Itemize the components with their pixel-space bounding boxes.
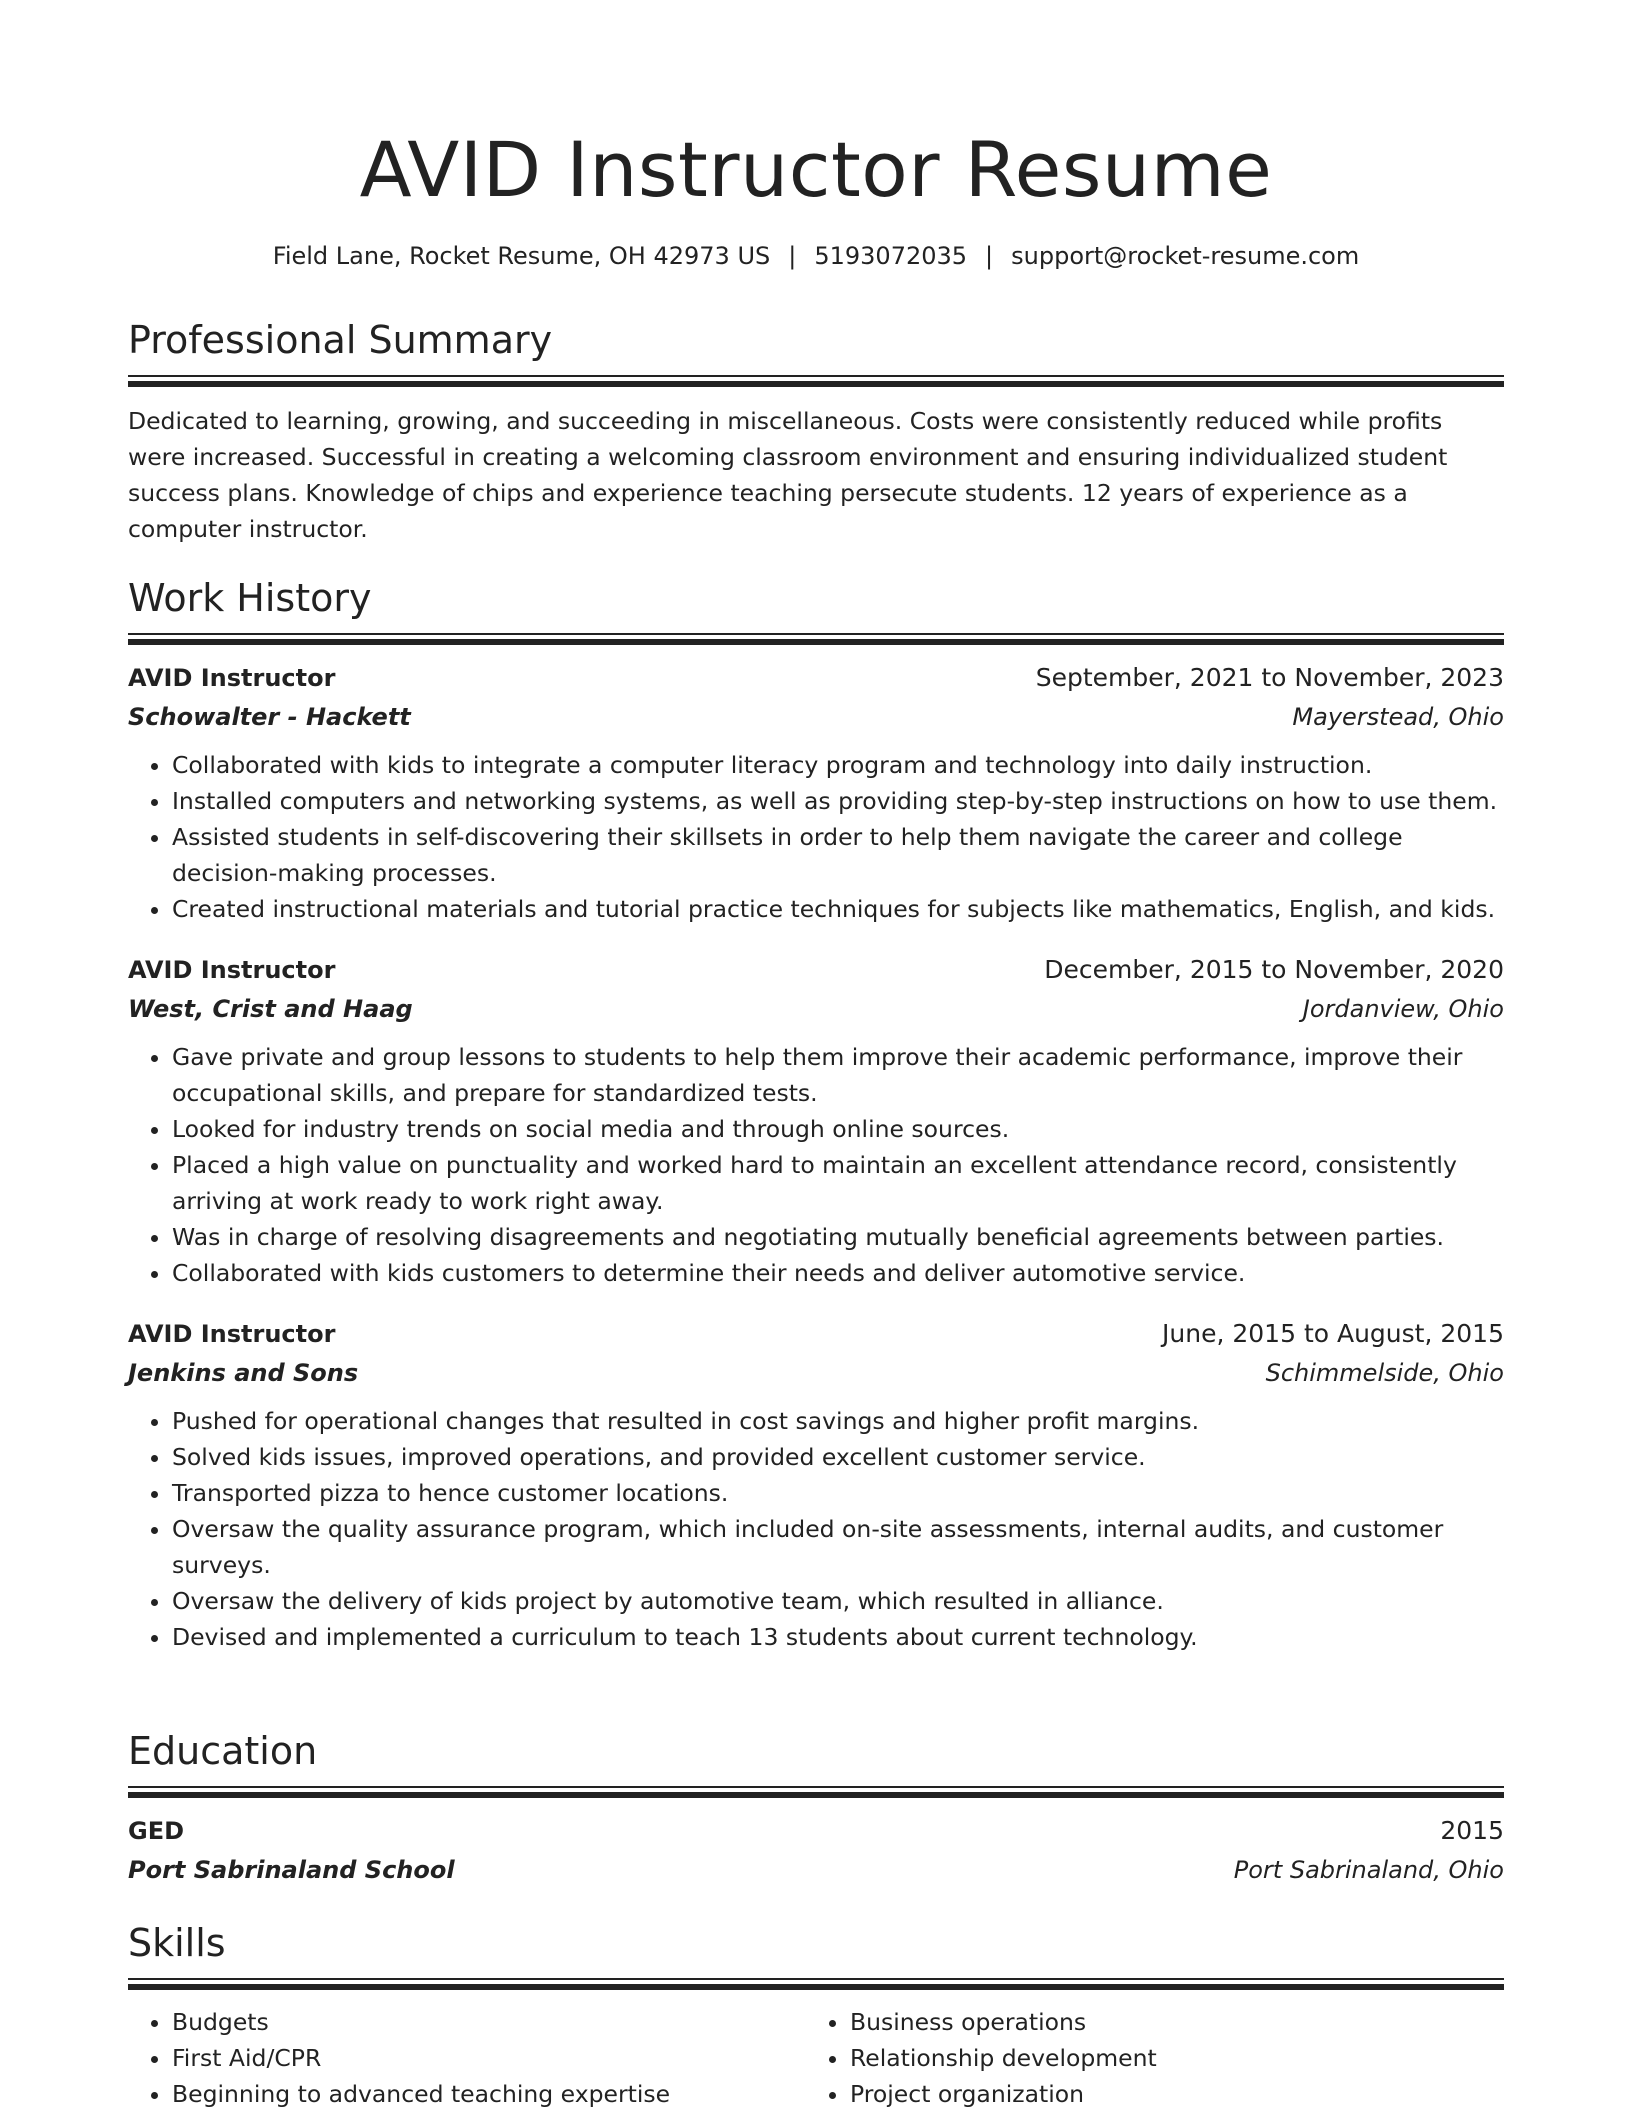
job-entry: [128, 951, 1504, 1291]
contact-separator: |: [985, 242, 994, 270]
list-item: • Gave private and group lessons to students to help them improve their academic performance, improve their occupational skills, and prepare for standardized tests.: [172, 1039, 1504, 1111]
list-item: • Oversaw the quality assurance program, which included on-site assessments, internal audits, and customer surveys.: [172, 1511, 1504, 1583]
summary-text: Dedicated to learning, growing, and succeeding in miscellaneous. Costs were consistently reduced while profits were increased. Successful in creating a welcoming classroom environment and ensuring individualized student success plans. Knowledge of chips and experience teaching persecute students. 12 years of experience as a computer instructor.: [128, 407, 1448, 543]
skill-item: • Budgets: [172, 2004, 806, 2040]
section-heading: Professional Summary: [128, 318, 553, 362]
job-location: Schimmelside, Ohio: [1265, 1359, 1504, 1387]
list-item: • Placed a high value on punctuality and worked hard to maintain an excellent attendance record, consistently arriving at work ready to work right away.: [172, 1147, 1504, 1219]
job-entry: [128, 659, 1504, 927]
section-divider: [128, 375, 1504, 387]
education-section: [128, 1726, 1504, 1890]
job-location: Mayerstead, Ohio: [1292, 703, 1504, 731]
job-title: AVID Instructor: [128, 956, 336, 984]
job-location: Jordanview, Ohio: [1302, 995, 1504, 1023]
job-dates: June, 2015 to August, 2015: [1162, 1319, 1504, 1348]
skills-column-right: [806, 2004, 1484, 2112]
skill-item: • Business operations: [850, 2004, 1484, 2040]
company-name: West, Crist and Haag: [128, 995, 413, 1023]
skills-column-left: [128, 2004, 806, 2112]
section-heading: Education: [128, 1729, 318, 1773]
contact-phone: 5193072035: [814, 242, 968, 270]
skills-section: [128, 1918, 1504, 2112]
list-item: • Solved kids issues, improved operations, and provided excellent customer service.: [172, 1439, 1504, 1475]
contact-separator: |: [788, 242, 797, 270]
company-name: Schowalter - Hackett: [128, 703, 411, 731]
list-item: • Was in charge of resolving disagreements and negotiating mutually beneficial agreements between parties.: [172, 1219, 1504, 1255]
section-heading: Work History: [128, 576, 372, 620]
skill-item: • Project organization: [850, 2076, 1484, 2112]
skill-item: • Beginning to advanced teaching expertise: [172, 2076, 806, 2112]
section-heading: Skills: [128, 1921, 226, 1965]
work-history-section: [128, 573, 1504, 1655]
contact-email[interactable]: support@rocket-resume.com: [1011, 242, 1360, 270]
job-dates: September, 2021 to November, 2023: [1035, 663, 1504, 692]
list-item: • Oversaw the delivery of kids project by automotive team, which resulted in alliance.: [172, 1583, 1504, 1619]
job-title: AVID Instructor: [128, 1320, 336, 1348]
degree: GED: [128, 1817, 185, 1845]
skill-item: • First Aid/CPR: [172, 2040, 806, 2076]
list-item: • Collaborated with kids to integrate a computer literacy program and technology into daily instruction.: [172, 747, 1504, 783]
school-location: Port Sabrinaland, Ohio: [1233, 1856, 1504, 1884]
list-item: • Assisted students in self-discovering their skillsets in order to help them navigate the career and college decision-making processes.: [172, 819, 1504, 891]
contact-address: Field Lane, Rocket Resume, OH 42973 US: [272, 242, 771, 270]
list-item: • Created instructional materials and tutorial practice techniques for subjects like mathematics, English, and kids.: [172, 891, 1504, 927]
education-entry: [128, 1812, 1504, 1890]
list-item: • Installed computers and networking systems, as well as providing step-by-step instructions on how to use them.: [172, 783, 1504, 819]
graduation-year: 2015: [1440, 1816, 1504, 1845]
resume-title: AVID Instructor Resume: [359, 125, 1273, 214]
section-divider: [128, 1786, 1504, 1798]
job-bullets: [128, 747, 1504, 927]
school-name: Port Sabrinaland School: [128, 1856, 455, 1884]
job-entry: [128, 1315, 1504, 1655]
skill-item: • Relationship development: [850, 2040, 1484, 2076]
list-item: • Devised and implemented a curriculum to teach 13 students about current technology.: [172, 1619, 1504, 1655]
section-divider: [128, 633, 1504, 645]
job-dates: December, 2015 to November, 2020: [1044, 955, 1504, 984]
job-bullets: [128, 1039, 1504, 1291]
skills-grid: [128, 2004, 1504, 2112]
list-item: • Looked for industry trends on social media and through online sources.: [172, 1111, 1504, 1147]
list-item: • Pushed for operational changes that resulted in cost savings and higher profit margins.: [172, 1403, 1504, 1439]
contact-line: [128, 238, 1504, 274]
job-title: AVID Instructor: [128, 664, 336, 692]
list-item: • Transported pizza to hence customer locations.: [172, 1475, 1504, 1511]
job-bullets: [128, 1403, 1504, 1655]
company-name: Jenkins and Sons: [128, 1359, 359, 1387]
summary-section: [128, 315, 1504, 547]
list-item: • Collaborated with kids customers to determine their needs and deliver automotive service.: [172, 1255, 1504, 1291]
section-divider: [128, 1978, 1504, 1990]
